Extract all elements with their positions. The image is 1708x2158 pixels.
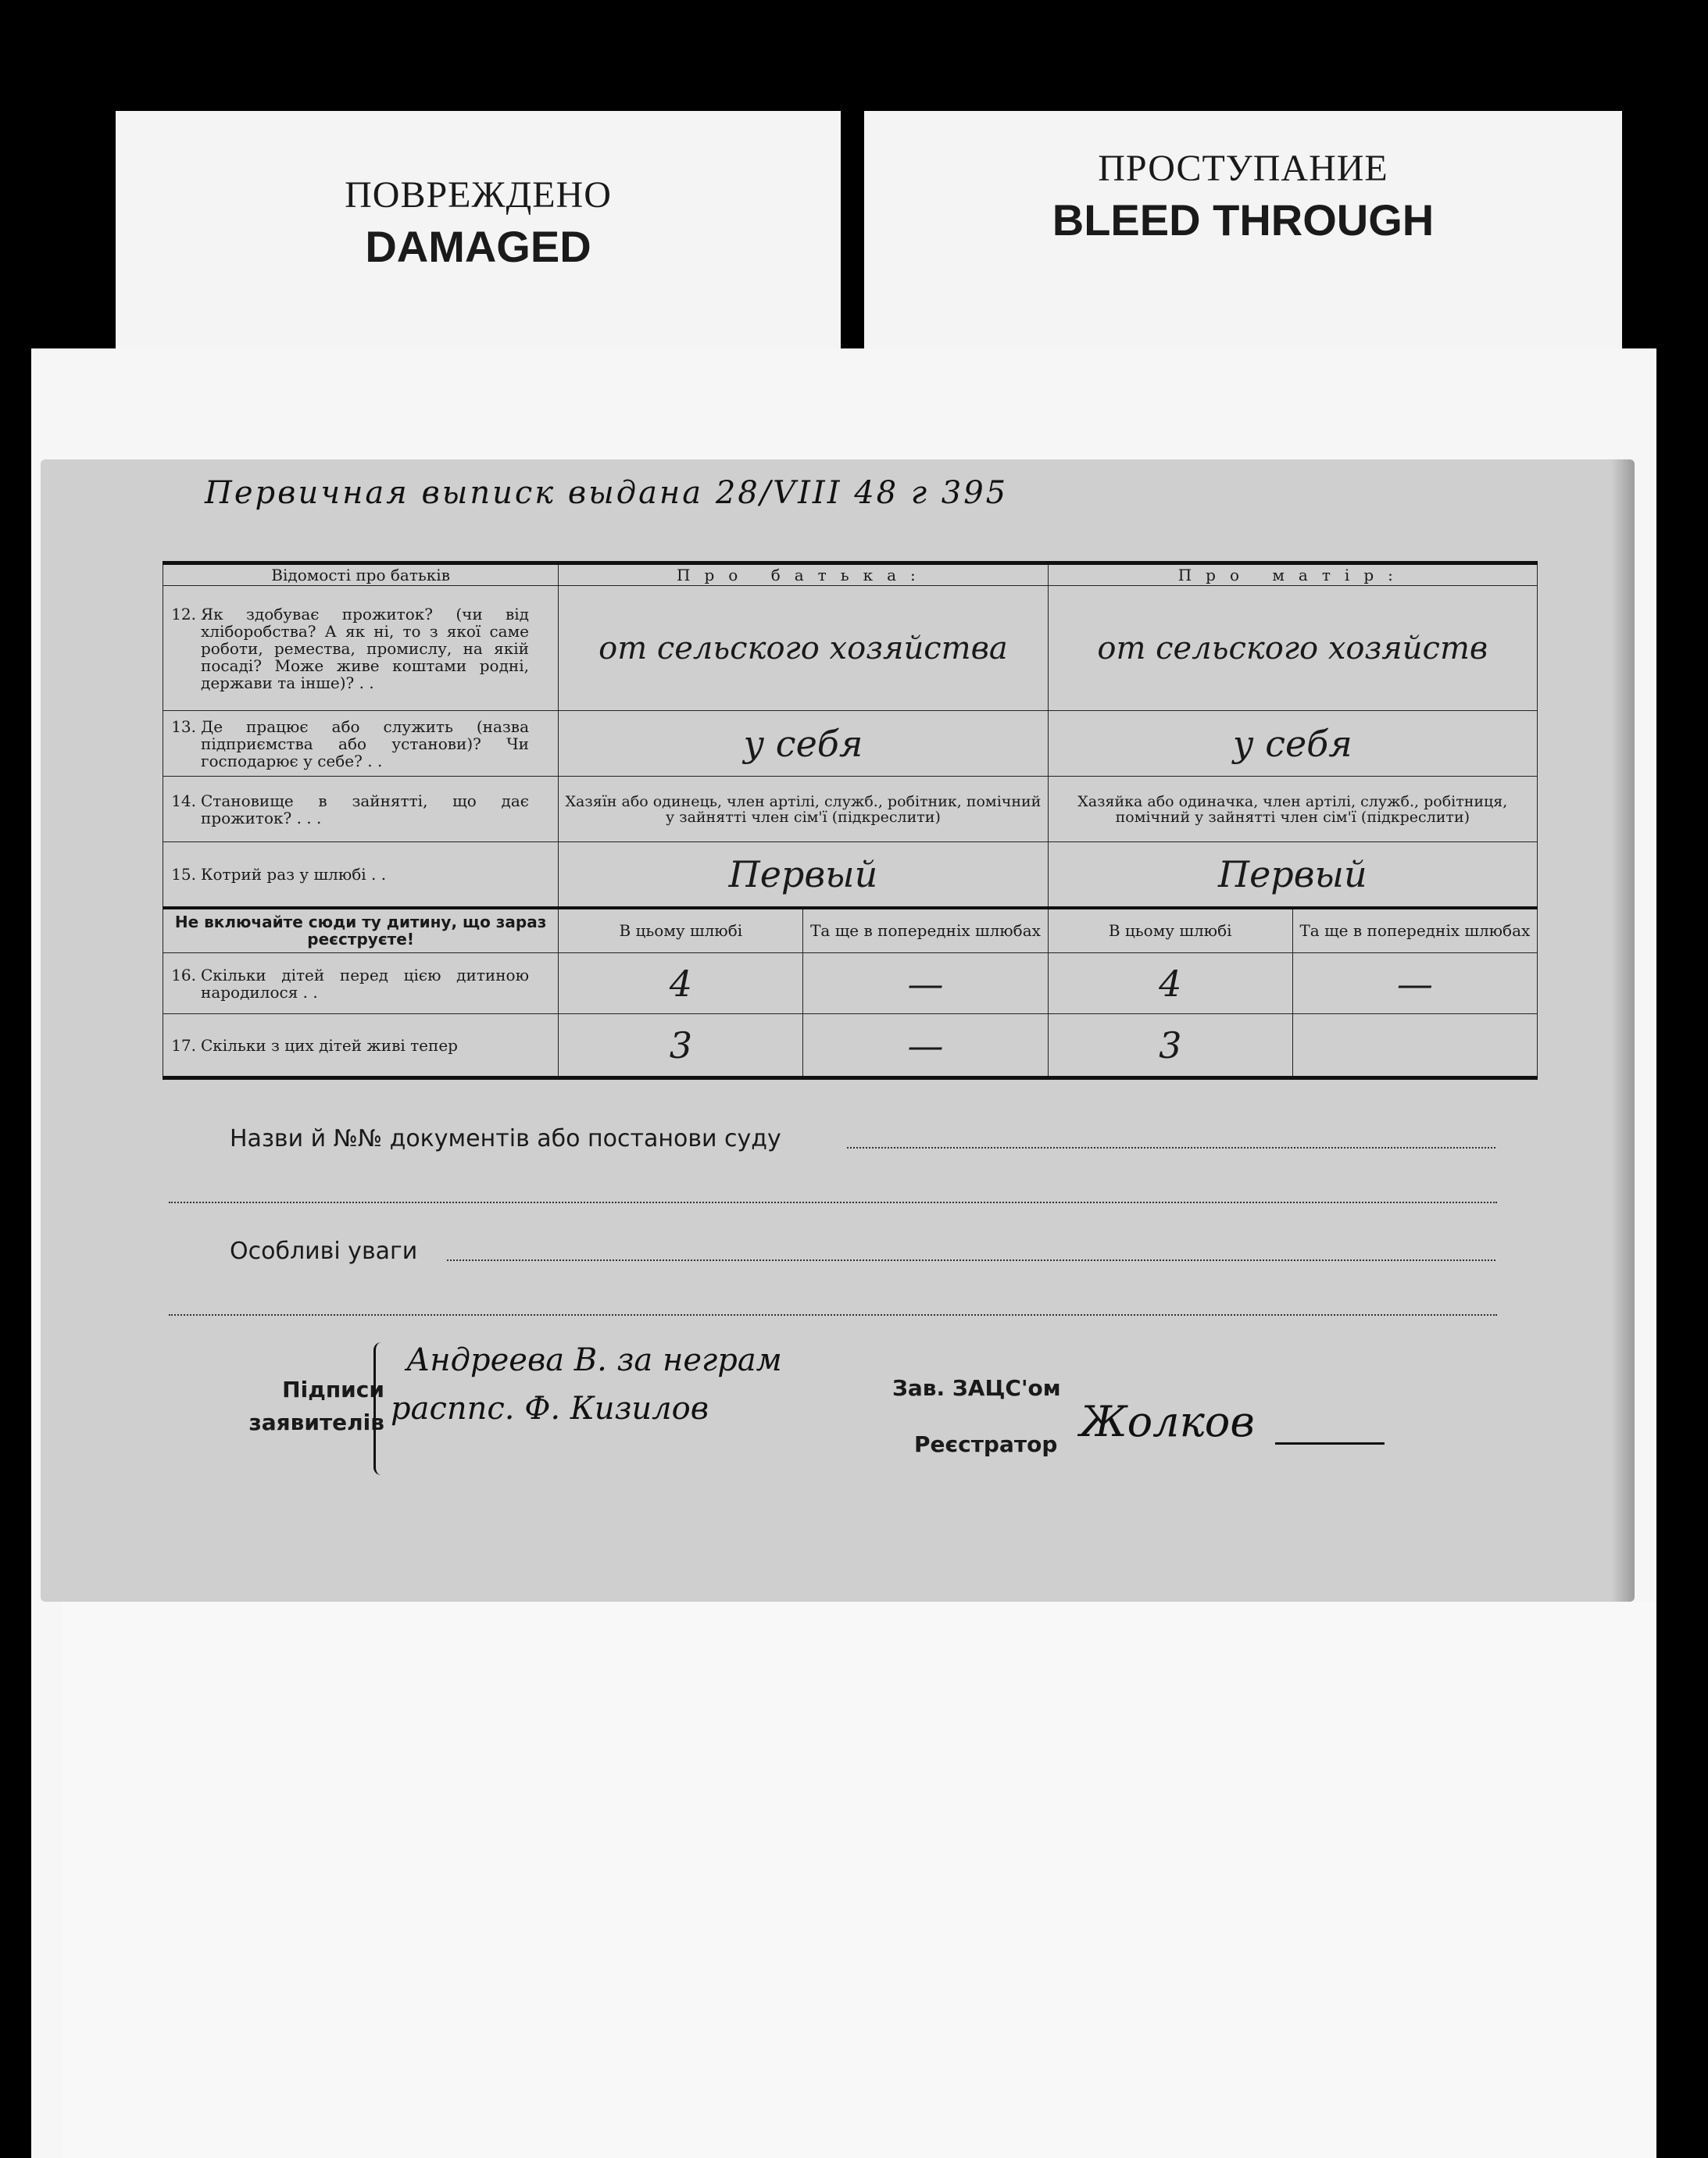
applicants-label-line2: заявителів	[248, 1409, 384, 1435]
children-header-row	[163, 908, 1538, 953]
row-number: 13.	[171, 716, 196, 736]
father-this-marriage-header: В цьому шлюбі	[559, 908, 803, 953]
table-row	[163, 953, 1538, 1014]
table-row	[163, 711, 1538, 777]
father-prev-marriage-header: Та ще в попередніх шлюбах	[803, 908, 1048, 953]
father-answer: Первый	[559, 842, 1048, 908]
registrar-signature: Жолков	[1080, 1397, 1255, 1446]
row-question: Становище в зайнятті, що дає прожиток? . . .	[201, 791, 529, 827]
record-card	[41, 459, 1635, 1602]
row-number: 15.	[171, 864, 196, 884]
documents-fill-line-2	[169, 1202, 1497, 1203]
row-number: 14.	[171, 791, 196, 810]
mother-this-count: 3	[1048, 1014, 1292, 1078]
handwritten-header-note: Первичная выписк выдана 28/VIII 48 г 395	[205, 475, 1009, 511]
table-row	[163, 842, 1538, 908]
row-label	[163, 953, 559, 1014]
mother-prev-marriage-header: Та ще в попередніх шлюбах	[1292, 908, 1537, 953]
row-label	[163, 1014, 559, 1078]
mother-prev-count: —	[1292, 953, 1537, 1014]
bleed-through-label-ru: ПРОСТУПАНИЕ	[1098, 148, 1388, 189]
mother-this-count: 4	[1048, 953, 1292, 1014]
mother-this-marriage-header: В цьому шлюбі	[1048, 908, 1292, 953]
row-label	[163, 586, 559, 711]
registrar-signature-stroke	[1275, 1442, 1385, 1445]
applicants-label-line1: Підписи	[282, 1377, 384, 1402]
header-mother-cell: Про матір:	[1048, 563, 1537, 586]
father-prev-count: —	[803, 953, 1048, 1014]
row-number: 16.	[171, 965, 196, 984]
mother-answer: у себя	[1048, 711, 1537, 777]
children-note: Не включайте сюди ту дитину, що зараз реєструєте!	[163, 908, 559, 953]
remarks-fill-line	[447, 1259, 1495, 1261]
row-question: Як здобуває прожиток? (чи від хліборобства? А як ні, то з якої саме роботи, ремества, промислу, на якій посаді? Може живе коштами родні, держави та інше)? . .	[201, 604, 529, 692]
header-father-cell: Про батька:	[559, 563, 1048, 586]
parents-table	[163, 561, 1538, 1080]
applicant-signature-2: расппс. Ф. Кизилов	[391, 1391, 709, 1427]
damaged-label-ru: ПОВРЕЖДЕНО	[345, 174, 612, 216]
row-label	[163, 842, 559, 908]
documents-fill-line	[847, 1147, 1495, 1149]
header-label-cell: Відомості про батьків	[163, 563, 559, 586]
mother-answer: Первый	[1048, 842, 1537, 908]
father-answer: от сельского хозяйства	[559, 586, 1048, 711]
mother-answer: Хазяйка або одиначка, член артілі, служб., робітниця, помічний у зайнятті член сім'ї (підкреслити)	[1048, 777, 1537, 842]
damaged-label-en: DAMAGED	[365, 222, 591, 271]
row-question: Котрий раз у шлюбі . .	[201, 864, 387, 884]
row-question: Скільки з цих дітей живі тепер	[201, 1035, 458, 1055]
father-prev-count: —	[803, 1014, 1048, 1078]
backing-sheet-lower	[63, 1602, 1656, 2158]
applicants-brace	[373, 1342, 387, 1475]
row-number: 17.	[171, 1035, 196, 1055]
father-this-count: 3	[559, 1014, 803, 1078]
mother-prev-count	[1292, 1014, 1537, 1078]
row-number: 12.	[171, 604, 196, 623]
head-zags-label: Зав. ЗАЦС'ом	[892, 1375, 1061, 1401]
bleed-through-label-en: BLEED THROUGH	[1052, 195, 1435, 245]
father-answer: Хазяїн або одинець, член артілі, служб., робітник, помічний у зайнятті член сім'ї (підкреслити)	[559, 777, 1048, 842]
father-this-count: 4	[559, 953, 803, 1014]
row-label	[163, 711, 559, 777]
table-row	[163, 1014, 1538, 1078]
row-question: Де працює або служить (назва підприємства або установи)? Чи господарює у себе? . .	[201, 716, 529, 770]
row-question: Скільки дітей перед цією дитиною народилося . .	[201, 965, 529, 1002]
remarks-label: Особливі уваги	[230, 1238, 418, 1265]
table-header-row	[163, 563, 1538, 586]
documents-label: Назви й №№ документів або постанови суду	[230, 1125, 781, 1152]
applicants-label	[236, 1374, 384, 1439]
applicant-signature-1: Андреева В. за неграм	[406, 1342, 782, 1378]
registrar-label: Реєстратор	[914, 1431, 1058, 1457]
father-answer: у себя	[559, 711, 1048, 777]
table-row	[163, 586, 1538, 711]
mother-answer: от сельского хозяйств	[1048, 586, 1537, 711]
table-row	[163, 777, 1538, 842]
row-label	[163, 777, 559, 842]
remarks-fill-line-2	[169, 1314, 1497, 1316]
